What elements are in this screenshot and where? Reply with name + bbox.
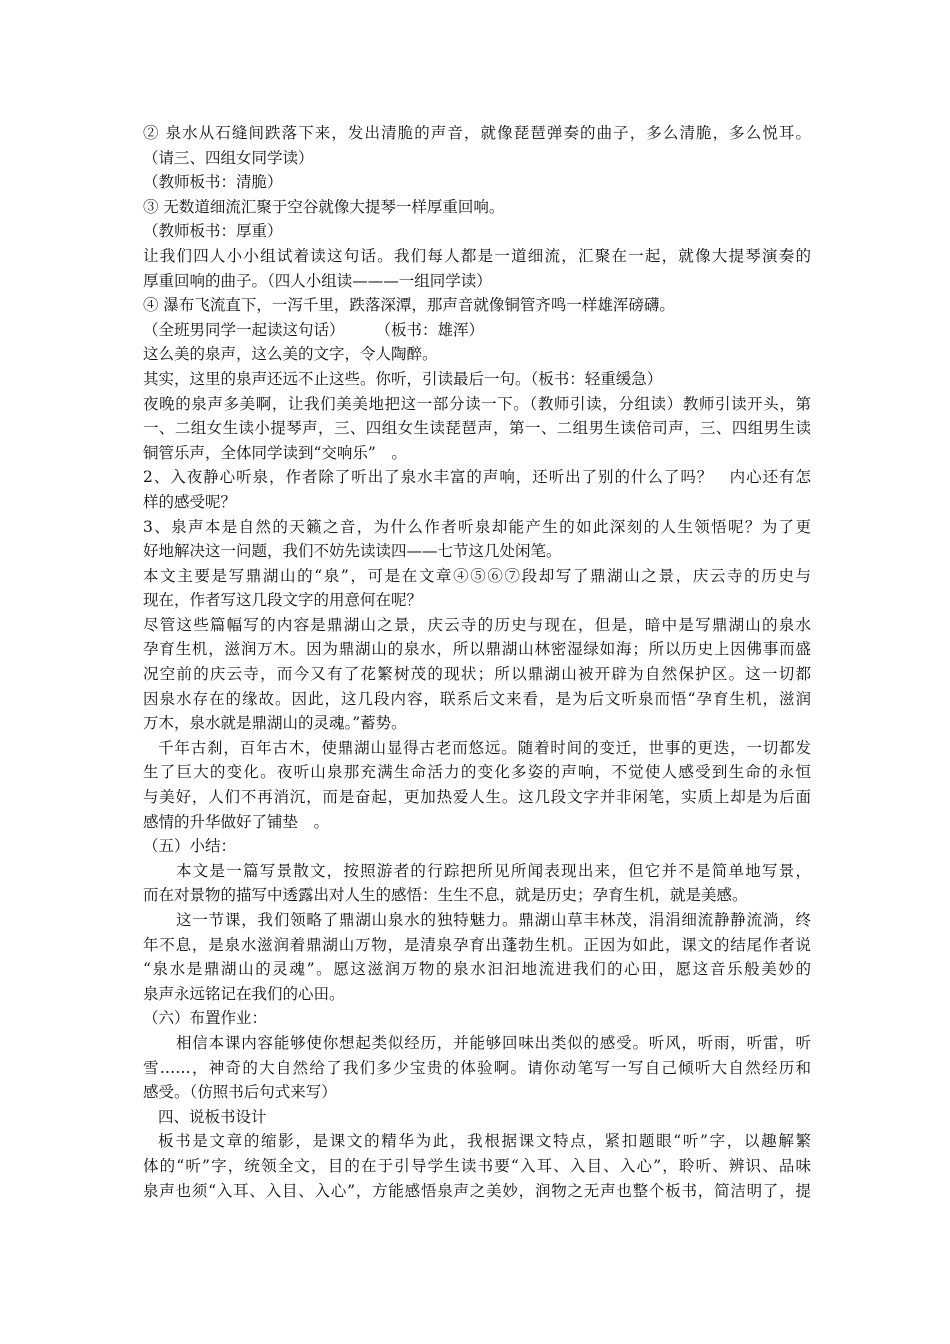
text-line: 厚重回响的曲子。（四人小组读———一组同学读）	[143, 271, 492, 290]
text-line: 一、二组女生读小提琴声，三、四组女生读琵琶声，第一、二组男生读倍司声，三、四组男生读	[143, 419, 811, 438]
text-line: 年不息，是泉水滋润着鼎湖山万物，是清泉孕育出蓬勃生机。正因为如此，课文的结尾作者说	[143, 935, 811, 954]
text-line: 相信本课内容能够使你想起类似经历，并能够回味出类似的感受。听风，听雨，听雷，听	[176, 1033, 811, 1052]
text-line: 本文主要是写鼎湖山的“泉”，可是在文章④⑤⑥⑦段却写了鼎湖山之景，庆云寺的历史与	[143, 566, 811, 585]
text-line: 体的“听”字，统领全文，目的在于引导学生读书要“入耳、入目、入心”，聆听、辨识、品味	[143, 1156, 811, 1175]
document-page	[143, 121, 811, 1203]
text-line: “泉水是鼎湖山的灵魂”。愿这滋润万物的泉水汩汩地流进我们的心田，愿这音乐般美妙的	[143, 960, 811, 979]
text-line: 铜管乐声，全体同学读到“交响乐” 。	[143, 443, 407, 462]
text-line: （五）小结：	[143, 837, 237, 856]
text-line: 千年古刹，百年古木，使鼎湖山显得古老而悠远。随着时间的变迁，世事的更迭，一切都发	[158, 738, 811, 757]
text-line: 本文是一篇写景散文，按照游者的行踪把所见所闻表现出来，但它并不是简单地写景，	[176, 861, 811, 880]
text-line: 好地解决这一问题，我们不妨先读读四——七节这几处闲笔。	[143, 542, 562, 561]
text-line: （全班男同学一起读这句话） （板书：雄浑）	[143, 320, 485, 339]
text-line: 尽管这些篇幅写的内容是鼎湖山之景，庆云寺的历史与现在，但是，暗中是写鼎湖山的泉水	[143, 615, 811, 634]
text-line: 其实，这里的泉声还远不止这些。你听，引读最后一句。（板书：轻重缓急）	[143, 369, 663, 388]
text-line: 泉声也须“入耳、入目、入心”，方能感悟泉声之美妙，润物之无声也整个板书，简洁明了，提	[143, 1181, 811, 1200]
text-line: （教师板书：厚重）	[143, 222, 283, 241]
text-line: 因泉水存在的缘故。因此，这几段内容，联系后文来看，是为后文听泉而悟“孕育生机，滋润	[143, 689, 811, 708]
text-line: 况空前的庆云寺，而今又有了花繁树茂的现状；所以鼎湖山被开辟为自然保护区。这一切都	[143, 665, 811, 684]
text-line: 现在，作者写这几段文字的用意何在呢？	[143, 591, 423, 610]
text-line: 雪……，神奇的大自然给了我们多少宝贵的体验啊。请你动笔写一写自己倾听大自然经历和	[143, 1058, 811, 1077]
text-line: 与美好，人们不再消沉，而是奋起，更加热爱人生。这几段文字并非闲笔，实质上却是为后面	[143, 788, 811, 807]
text-line: （请三、四组女同学读）	[143, 148, 314, 167]
text-line: 感受。（仿照书后句式来写）	[143, 1083, 337, 1102]
text-line: 感情的升华做好了铺垫 。	[143, 812, 330, 831]
text-line: ④ 瀑布飞流直下，一泻千里，跌落深潭，那声音就像铜管齐鸣一样雄浑磅礴。	[143, 296, 675, 315]
text-line: 孕育生机，滋润万木。因为鼎湖山的泉水，所以鼎湖山林密湿绿如海；所以历史上因佛事而盛	[143, 640, 811, 659]
text-line: 2、入夜静心听泉，作者除了听出了泉水丰富的声响，还听出了别的什么了吗？ 内心还有怎	[143, 468, 811, 487]
text-line: 万木，泉水就是鼎湖山的灵魂。”蓄势。	[143, 714, 407, 733]
text-line: 样的感受呢？	[143, 492, 237, 511]
text-line: 夜晚的泉声多美啊，让我们美美地把这一部分读一下。（教师引读，分组读）教师引读开头，第	[143, 394, 811, 413]
text-line: 这么美的泉声，这么美的文字，令人陶醉。	[143, 345, 438, 364]
text-line: ② 泉水从石缝间跌落下来，发出清脆的声音，就像琵琶弹奏的曲子，多么清脆，多么悦耳。	[143, 124, 811, 142]
text-line: 这一节课，我们领略了鼎湖山泉水的独特魅力。鼎湖山草丰林茂，涓涓细流静静流淌，终	[176, 911, 811, 929]
text-line: ③ 无数道细流汇聚于空谷就像大提琴一样厚重回响。	[143, 197, 505, 216]
text-line: （教师板书：清脆）	[143, 173, 283, 192]
text-line: 板书是文章的缩影，是课文的精华为此，我根据课文特点，紧扣题眼“听”字，以趣解繁	[158, 1132, 811, 1151]
text-line: 生了巨大的变化。夜听山泉那充满生命活力的变化多姿的声响，不觉使人感受到生命的永恒	[143, 763, 811, 782]
text-line: 泉声永远铭记在我们的心田。	[143, 984, 345, 1003]
text-line: 四、说板书设计	[158, 1107, 267, 1126]
text-line: 3、泉声本是自然的天籁之音，为什么作者听泉却能产生的如此深刻的人生领悟呢？为了更	[143, 517, 811, 536]
text-line: 让我们四人小小组试着读这句话。我们每人都是一道细流，汇聚在一起，就像大提琴演奏的	[143, 246, 811, 265]
text-line: （六）布置作业：	[143, 1009, 268, 1028]
text-line: 而在对景物的描写中透露出对人生的感悟：生生不息，就是历史；孕育生机，就是美感。	[143, 886, 748, 905]
